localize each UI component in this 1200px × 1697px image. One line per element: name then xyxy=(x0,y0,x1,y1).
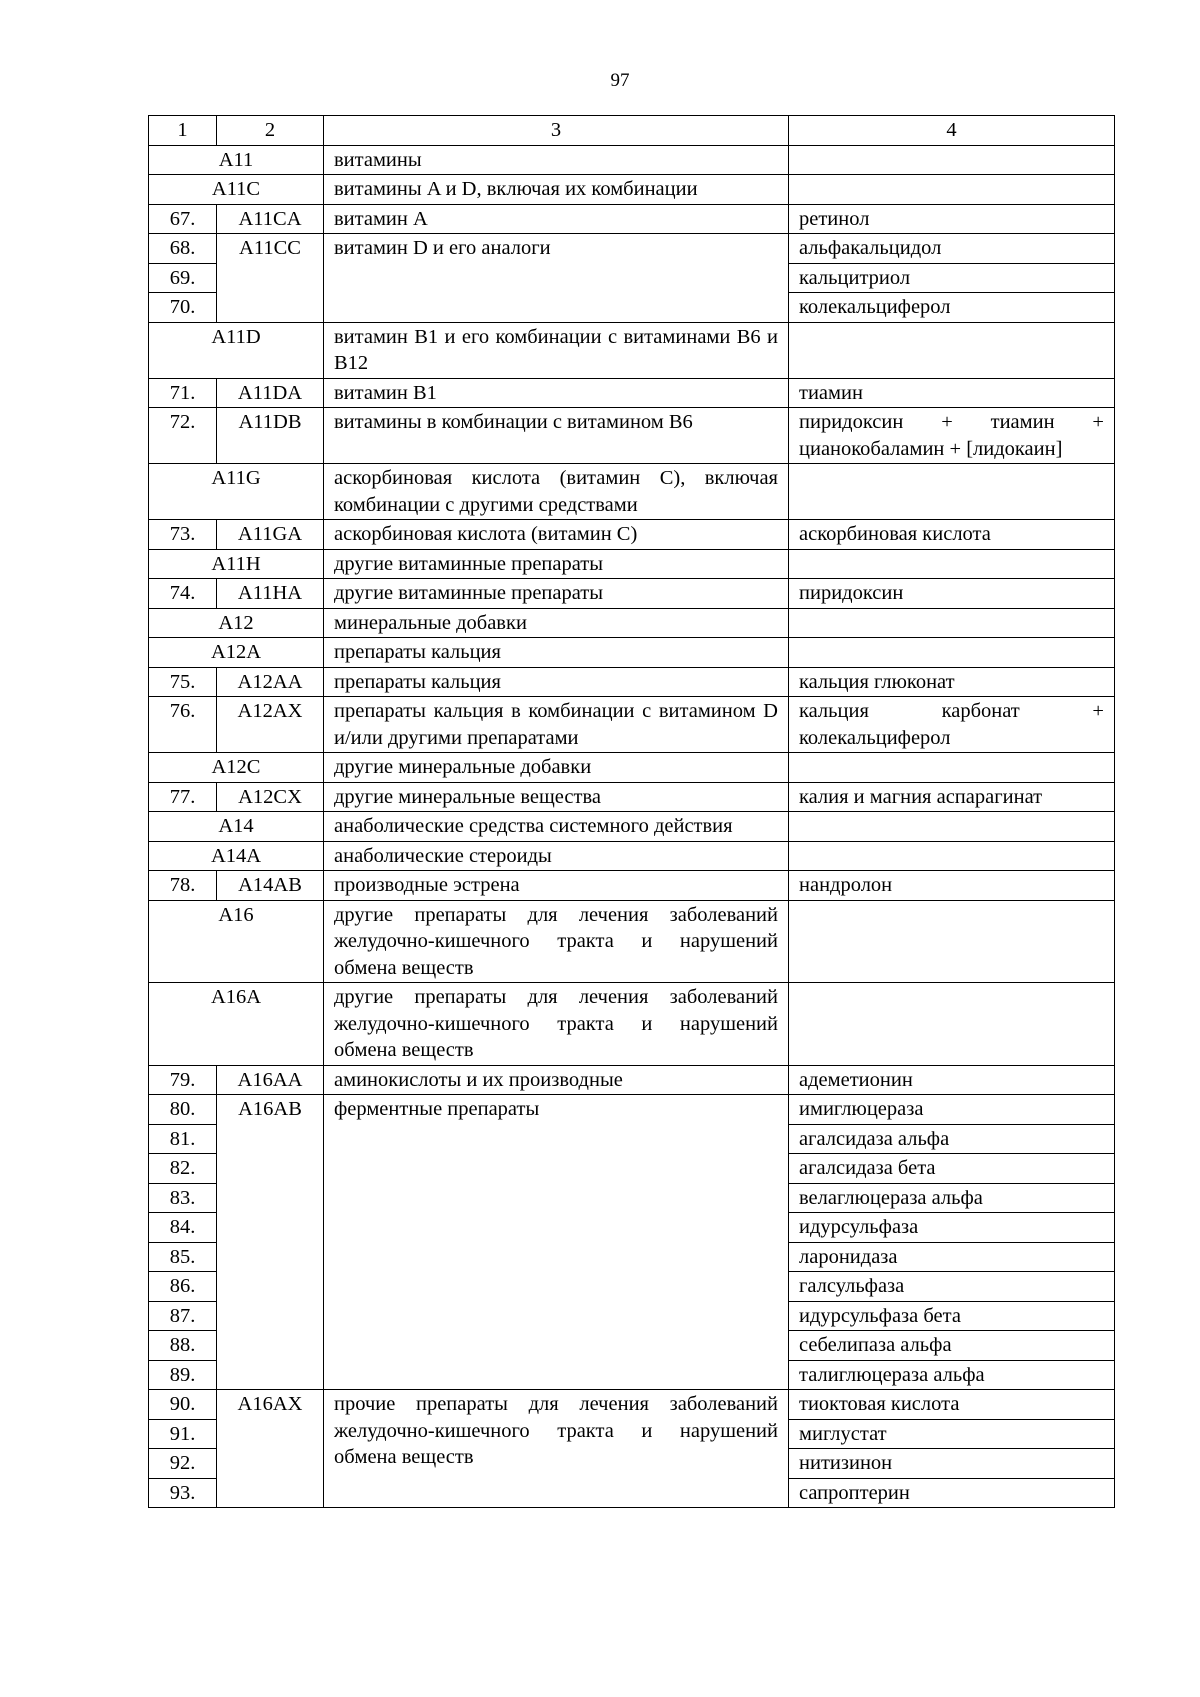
drug-name: агалсидаза альфа xyxy=(789,1124,1115,1154)
group-description: аскорбиновая кислота (витамин C) xyxy=(324,520,789,550)
table-row xyxy=(149,782,1115,812)
drug-name: ретинол xyxy=(789,204,1115,234)
group-description: другие минеральные вещества xyxy=(324,782,789,812)
row-number: 86. xyxy=(149,1272,217,1302)
table-row xyxy=(149,549,1115,579)
drug-name xyxy=(789,549,1115,579)
atc-code: A11 xyxy=(149,145,324,175)
drug-name: галсульфаза xyxy=(789,1272,1115,1302)
group-description: витамин A xyxy=(324,204,789,234)
group-description: минеральные добавки xyxy=(324,608,789,638)
atc-code: A11DA xyxy=(217,378,324,408)
row-number: 75. xyxy=(149,667,217,697)
row-number: 89. xyxy=(149,1360,217,1390)
atc-code: A14 xyxy=(149,812,324,842)
atc-code: A16A xyxy=(149,983,324,1066)
drug-name xyxy=(789,638,1115,668)
table-row xyxy=(149,464,1115,520)
row-number: 83. xyxy=(149,1183,217,1213)
drug-name: идурсульфаза бета xyxy=(789,1301,1115,1331)
group-description: другие препараты для лечения заболеваний желудочно-кишечного тракта и нарушений обмена веществ xyxy=(324,983,789,1066)
row-number: 76. xyxy=(149,697,217,753)
row-number: 70. xyxy=(149,293,217,323)
drug-table xyxy=(148,115,1115,1508)
drug-name: сапроптерин xyxy=(789,1478,1115,1508)
table-row xyxy=(149,667,1115,697)
drug-name xyxy=(789,812,1115,842)
group-description: витамины A и D, включая их комбинации xyxy=(324,175,789,205)
atc-code: A16 xyxy=(149,900,324,983)
drug-name: пиридоксин xyxy=(789,579,1115,609)
drug-name xyxy=(789,753,1115,783)
group-description: препараты кальция в комбинации с витамином D и/или другими препаратами xyxy=(324,697,789,753)
atc-code: A12C xyxy=(149,753,324,783)
table-row xyxy=(149,638,1115,668)
table-row xyxy=(149,378,1115,408)
drug-name: миглустат xyxy=(789,1419,1115,1449)
group-description: другие минеральные добавки xyxy=(324,753,789,783)
table-row xyxy=(149,175,1115,205)
atc-code: A16AX xyxy=(217,1390,324,1508)
atc-code: A12AA xyxy=(217,667,324,697)
atc-code: A11CA xyxy=(217,204,324,234)
header-cell: 1 xyxy=(149,116,217,146)
group-description: витамины xyxy=(324,145,789,175)
drug-name xyxy=(789,608,1115,638)
row-number: 82. xyxy=(149,1154,217,1184)
table-row xyxy=(149,871,1115,901)
drug-name xyxy=(789,900,1115,983)
table-row xyxy=(149,753,1115,783)
atc-code: A16AA xyxy=(217,1065,324,1095)
table-row xyxy=(149,145,1115,175)
row-number: 84. xyxy=(149,1213,217,1243)
drug-name: агалсидаза бета xyxy=(789,1154,1115,1184)
atc-code: A11HA xyxy=(217,579,324,609)
row-number: 73. xyxy=(149,520,217,550)
atc-code: A12CX xyxy=(217,782,324,812)
group-description: прочие препараты для лечения заболеваний желудочно-кишечного тракта и нарушений обмена веществ xyxy=(324,1390,789,1508)
row-number: 92. xyxy=(149,1449,217,1479)
drug-name: кальцитриол xyxy=(789,263,1115,293)
table-row xyxy=(149,1390,1115,1420)
group-description: анаболические средства системного действия xyxy=(324,812,789,842)
table-row xyxy=(149,322,1115,378)
drug-name: идурсульфаза xyxy=(789,1213,1115,1243)
atc-code: A11G xyxy=(149,464,324,520)
row-number: 79. xyxy=(149,1065,217,1095)
drug-name: калия и магния аспарагинат xyxy=(789,782,1115,812)
table-row xyxy=(149,1065,1115,1095)
table-row xyxy=(149,812,1115,842)
table-row xyxy=(149,608,1115,638)
drug-name: адеметионин xyxy=(789,1065,1115,1095)
group-description: витамин B1 xyxy=(324,378,789,408)
drug-name: тиоктовая кислота xyxy=(789,1390,1115,1420)
group-description: витамин D и его аналоги xyxy=(324,234,789,323)
group-description: анаболические стероиды xyxy=(324,841,789,871)
row-number: 87. xyxy=(149,1301,217,1331)
atc-code: A11H xyxy=(149,549,324,579)
atc-code: A11CC xyxy=(217,234,324,323)
header-row xyxy=(149,116,1115,146)
header-cell: 3 xyxy=(324,116,789,146)
drug-name: ларонидаза xyxy=(789,1242,1115,1272)
row-number: 68. xyxy=(149,234,217,264)
row-number: 78. xyxy=(149,871,217,901)
table-row xyxy=(149,841,1115,871)
drug-name xyxy=(789,145,1115,175)
atc-code: A12AX xyxy=(217,697,324,753)
group-description: другие препараты для лечения заболеваний желудочно-кишечного тракта и нарушений обмена веществ xyxy=(324,900,789,983)
group-description: другие витаминные препараты xyxy=(324,579,789,609)
drug-name xyxy=(789,322,1115,378)
drug-name: нандролон xyxy=(789,871,1115,901)
table-row xyxy=(149,234,1115,264)
table-row xyxy=(149,204,1115,234)
drug-name: колекальциферол xyxy=(789,293,1115,323)
row-number: 74. xyxy=(149,579,217,609)
group-description: аминокислоты и их производные xyxy=(324,1065,789,1095)
atc-code: A11GA xyxy=(217,520,324,550)
table-row xyxy=(149,408,1115,464)
drug-name xyxy=(789,983,1115,1066)
atc-code: A16AB xyxy=(217,1095,324,1390)
drug-name: нитизинон xyxy=(789,1449,1115,1479)
drug-name: аскорбиновая кислота xyxy=(789,520,1115,550)
page-number: 97 xyxy=(610,70,630,91)
header-cell: 4 xyxy=(789,116,1115,146)
drug-name: велаглюцераза альфа xyxy=(789,1183,1115,1213)
drug-name: кальция глюконат xyxy=(789,667,1115,697)
row-number: 85. xyxy=(149,1242,217,1272)
atc-code: A12A xyxy=(149,638,324,668)
group-description: ферментные препараты xyxy=(324,1095,789,1390)
atc-code: A11D xyxy=(149,322,324,378)
group-description: другие витаминные препараты xyxy=(324,549,789,579)
row-number: 80. xyxy=(149,1095,217,1125)
table-row xyxy=(149,697,1115,753)
group-description: препараты кальция xyxy=(324,667,789,697)
drug-name: альфакальцидол xyxy=(789,234,1115,264)
header-cell: 2 xyxy=(217,116,324,146)
group-description: витамин B1 и его комбинации с витаминами B6 и B12 xyxy=(324,322,789,378)
drug-name: талиглюцераза альфа xyxy=(789,1360,1115,1390)
group-description: витамины в комбинации с витамином B6 xyxy=(324,408,789,464)
table-row xyxy=(149,520,1115,550)
row-number: 93. xyxy=(149,1478,217,1508)
row-number: 77. xyxy=(149,782,217,812)
group-description: аскорбиновая кислота (витамин C), включая комбинации с другими средствами xyxy=(324,464,789,520)
drug-name: кальция карбонат + колекальциферол xyxy=(789,697,1115,753)
drug-name: себелипаза альфа xyxy=(789,1331,1115,1361)
atc-code: A12 xyxy=(149,608,324,638)
row-number: 71. xyxy=(149,378,217,408)
drug-name: тиамин xyxy=(789,378,1115,408)
row-number: 81. xyxy=(149,1124,217,1154)
table-row xyxy=(149,900,1115,983)
table-row xyxy=(149,983,1115,1066)
row-number: 88. xyxy=(149,1331,217,1361)
drug-name xyxy=(789,464,1115,520)
table-row xyxy=(149,1095,1115,1125)
atc-code: A14AB xyxy=(217,871,324,901)
atc-code: A11C xyxy=(149,175,324,205)
row-number: 69. xyxy=(149,263,217,293)
row-number: 90. xyxy=(149,1390,217,1420)
group-description: препараты кальция xyxy=(324,638,789,668)
group-description: производные эстрена xyxy=(324,871,789,901)
row-number: 67. xyxy=(149,204,217,234)
drug-name: имиглюцераза xyxy=(789,1095,1115,1125)
drug-name: пиридоксин + тиамин + цианокобаламин + [лидокаин] xyxy=(789,408,1115,464)
row-number: 72. xyxy=(149,408,217,464)
row-number: 91. xyxy=(149,1419,217,1449)
drug-name xyxy=(789,841,1115,871)
table-row xyxy=(149,579,1115,609)
atc-code: A11DB xyxy=(217,408,324,464)
drug-name xyxy=(789,175,1115,205)
atc-code: A14A xyxy=(149,841,324,871)
